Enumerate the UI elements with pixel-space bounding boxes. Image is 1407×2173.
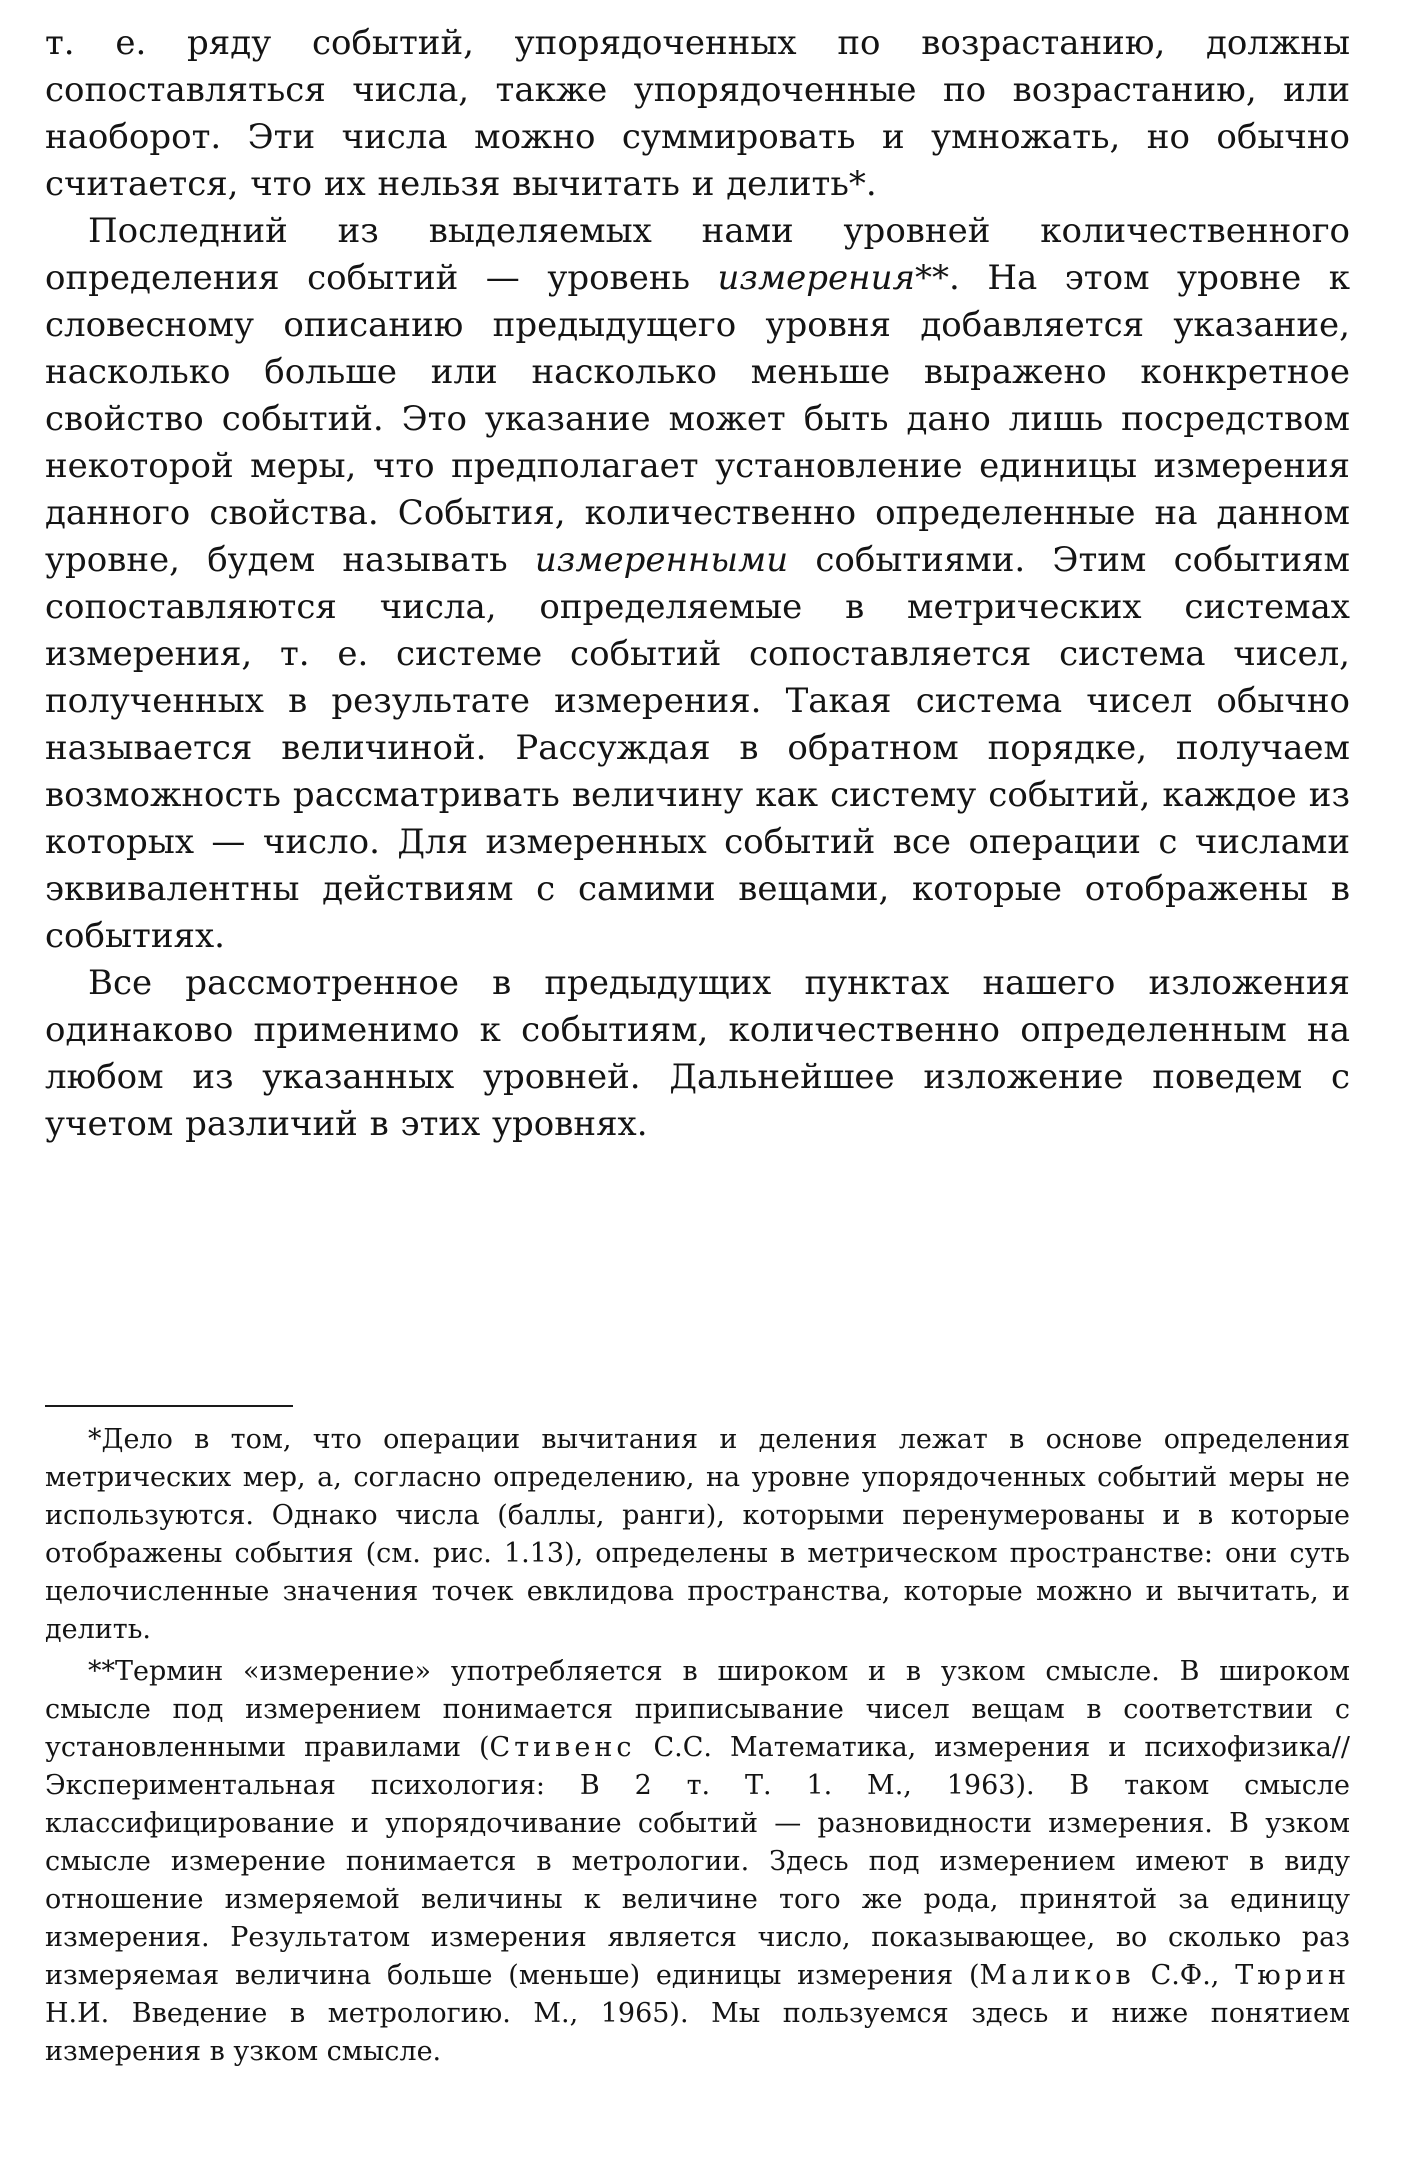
footnote-2 (45, 1653, 1350, 2071)
main-text (45, 20, 1350, 1148)
author-name: Тюрин (1235, 1960, 1350, 1991)
footnotes (45, 1405, 1350, 2071)
paragraph-measurement-level (45, 208, 1350, 960)
footnote-divider (45, 1405, 293, 1407)
paragraph-text: событиями. Этим событиям сопоставляются числа, определяемые в метрических системах измерения, т. е. системе событий сопоставляется система чисел, полученных в результате измерения. Такая система чисел обычно называется величиной. Рассуждая в обратном порядке, получаем возможность рассматривать величину как систему событий, каждое из которых — число. Для измеренных событий все операции с числами эквивалентны действиям с самими вещами, которые отображены в событиях. (45, 540, 1350, 956)
footnote-text: С.Ф., (1134, 1960, 1236, 1991)
paragraph-text: **. На этом уровне к словесному описанию предыдущего уровня добавляется указание, насколько больше или насколько меньше выражено конкретное свойство событий. Это указание может быть дано лишь посредством некоторой меры, что предполагает установление единицы измерения данного свойства. События, количественно определенные на данном уровне, будем называть (45, 258, 1350, 580)
footnote-text: **Термин «измерение» употребляется в широком и в узком смысле. В широком смысле под измерением понимается приписывание чисел вещам в соответствии с установленными правилами ( (45, 1656, 1350, 1763)
footnote-1: *Дело в том, что операции вычитания и деления лежат в основе определения метрических мер, а, согласно определению, на уровне упорядоченных событий меры не используются. Однако числа (баллы, ранги), которыми перенумерованы и в которые отображены события (см. рис. 1.13), определены в метрическом пространстве: они суть целочисленные значения точек евклидова пространства, которые можно и вычитать, и делить. (45, 1424, 1350, 1645)
paragraph-continuation: т. е. ряду событий, упорядоченных по возрастанию, должны сопоставляться числа, также упорядоченные по возрастанию, или наоборот. Эти числа можно суммировать и умножать, но обычно считается, что их нельзя вычитать и делить*. (45, 23, 1350, 204)
term-measurement: измерения (717, 258, 915, 298)
footnote-text: С.С. Математика, измерения и психофизика// Экспериментальная психология: В 2 т. Т. 1. М., 1963). В таком смысле классифицирование и упорядочивание событий — разновидности измерения. В узком смысле измерение понимается в метрологии. Здесь под измерением имеют в виду отношение измеряемой величины к величине того же рода, принятой за единицу измерения. Результатом измерения является число, показывающее, во сколько раз измеряемая величина больше (меньше) единицы измерения ( (45, 1732, 1350, 1991)
paragraph-conclusion: Все рассмотренное в предыдущих пунктах нашего изложения одинаково применимо к событиям, количественно определенным на любом из указанных уровней. Дальнейшее изложение поведем с учетом различий в этих уровнях. (45, 963, 1350, 1144)
term-measured: измеренными (534, 540, 789, 580)
page (45, 20, 1350, 1148)
paragraph-text: Последний из выделяемых нами уровней количественного определения событий — уровень (45, 211, 1350, 298)
footnote-text: Н.И. Введение в метрологию. М., 1965). Мы пользуемся здесь и ниже понятием измерения в узком смысле. (45, 1998, 1350, 2067)
author-name: Маликов (979, 1960, 1135, 1991)
author-name: Стивенс (489, 1732, 636, 1763)
